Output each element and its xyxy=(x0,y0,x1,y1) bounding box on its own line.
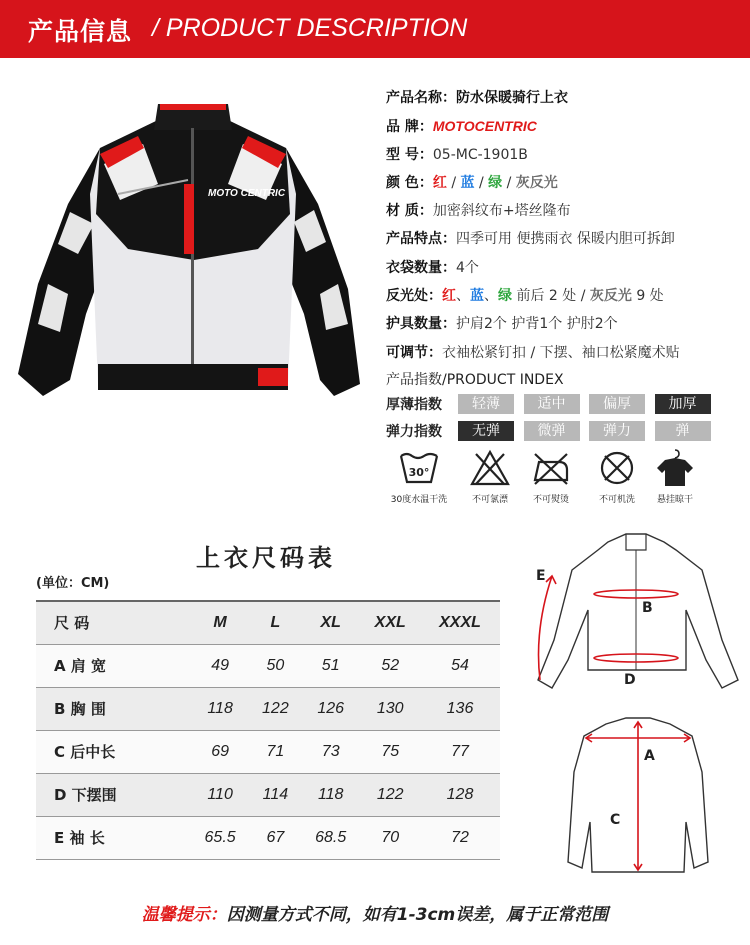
thickness-label: 厚薄指数 xyxy=(386,397,442,413)
spec-name: 产品名称：防水保暖骑行上衣 xyxy=(386,90,568,106)
label-b: B xyxy=(642,600,653,616)
header-title-cn: 产品信息 xyxy=(28,17,133,46)
label-c: C xyxy=(610,812,621,828)
no-bleach-icon xyxy=(468,448,512,488)
elastic-option: 弹力 xyxy=(589,421,645,441)
no-iron-icon xyxy=(529,448,573,488)
spec-features: 产品特点：四季可用 便携雨衣 保暖内胆可拆卸 xyxy=(386,231,675,248)
spec-armor: 护具数量：护肩2个 护背1个 护肘2个 xyxy=(386,316,618,333)
spec-color: 颜 色：红 / 蓝 / 绿 / 灰反光 xyxy=(386,174,558,191)
care-no-machine-wash: 不可机洗 xyxy=(582,448,652,505)
elastic-option: 微弹 xyxy=(524,421,580,441)
care-wash-30: 30° 30度水温干洗 xyxy=(384,448,454,505)
spec-adjust: 可调节：衣袖松紧钉扣 / 下摆、袖口松紧魔术贴 xyxy=(386,344,680,361)
header-banner xyxy=(0,0,750,58)
table-row: B 胸 围 118 122 126 130 136 xyxy=(36,687,500,730)
label-a: A xyxy=(644,748,655,764)
table-row: E 袖 长 65.5 67 68.5 70 72 xyxy=(36,816,500,859)
tip-text xyxy=(0,900,750,925)
jacket-image xyxy=(8,84,378,414)
elastic-label: 弹力指数 xyxy=(386,424,442,440)
size-table-header: 尺 码 M L XL XXL XXXL xyxy=(36,601,500,644)
size-unit: (单位：CM) xyxy=(36,576,110,591)
table-row: A 肩 宽 49 50 51 52 54 xyxy=(36,644,500,687)
size-table xyxy=(36,600,500,860)
svg-text:30°: 30° xyxy=(408,466,430,479)
label-d: D xyxy=(624,672,636,688)
wash-30-icon xyxy=(397,448,441,488)
tip-body: 因测量方式不同，如有1-3cm误差，属于正常范围 xyxy=(226,905,609,925)
no-machine-wash-icon xyxy=(595,448,639,488)
spec-reflect: 反光处：红、蓝、绿 前后 2 处 / 灰反光 9 处 xyxy=(386,288,664,305)
thickness-option: 适中 xyxy=(524,394,580,414)
tip-label: 温馨提示： xyxy=(141,905,227,925)
care-no-iron: 不可熨烫 xyxy=(516,448,586,505)
back-measure-diagram xyxy=(566,712,710,884)
thickness-index xyxy=(386,393,720,415)
table-row: D 下摆围 110 114 118 122 128 xyxy=(36,773,500,816)
hang-dry-icon xyxy=(653,448,697,488)
thickness-option: 轻薄 xyxy=(458,394,514,414)
label-e: E xyxy=(536,568,546,584)
elastic-index xyxy=(386,420,720,442)
spec-material: 材 质：加密斜纹布+塔丝隆布 xyxy=(386,203,571,220)
elastic-option: 弹 xyxy=(655,421,711,441)
care-no-bleach: 不可氯漂 xyxy=(455,448,525,505)
jacket-logo: MOTO CENTRIC xyxy=(208,188,286,199)
table-row: C 后中长 69 71 73 75 77 xyxy=(36,730,500,773)
index-title: 产品指数/PRODUCT INDEX xyxy=(386,372,564,388)
spec-list xyxy=(386,84,736,367)
header-title-en: / PRODUCT DESCRIPTION xyxy=(152,14,468,42)
spec-pockets: 衣袋数量：4个 xyxy=(386,259,479,276)
spec-model: 型 号：05-MC-1901B xyxy=(386,146,528,163)
thickness-option: 偏厚 xyxy=(589,394,645,414)
elastic-option-selected: 无弹 xyxy=(458,421,514,441)
front-measure-diagram xyxy=(526,530,746,700)
care-hang-dry: 悬挂晾干 xyxy=(640,448,710,505)
spec-brand: 品 牌：MOTOCENTRIC xyxy=(386,118,537,136)
size-chart-title: 上衣尺码表 xyxy=(196,544,336,572)
thickness-option-selected: 加厚 xyxy=(655,394,711,414)
